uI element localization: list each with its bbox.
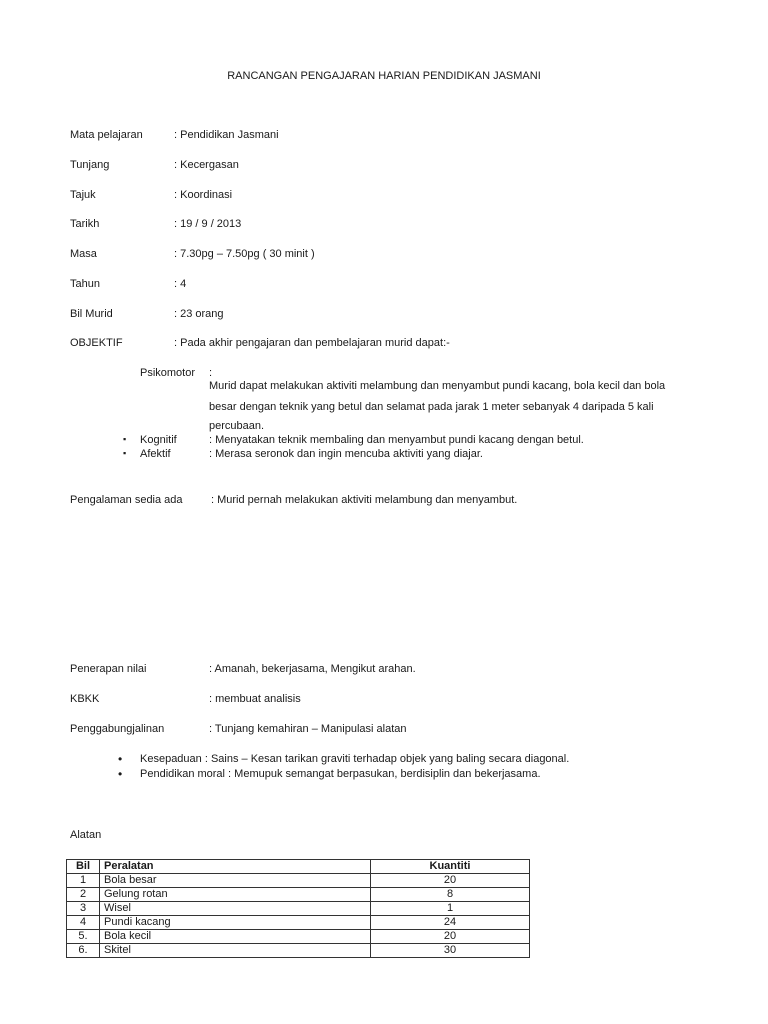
value-tahun: : 4 bbox=[174, 278, 187, 290]
cell-peralatan: Skitel bbox=[100, 944, 371, 958]
cell-bil: 5. bbox=[67, 930, 100, 944]
table-row bbox=[67, 944, 530, 958]
label-masa: Masa bbox=[70, 248, 97, 260]
table-header-row bbox=[67, 860, 530, 874]
table-row bbox=[67, 916, 530, 930]
value-kbkk: : membuat analisis bbox=[209, 693, 301, 705]
label-penerapan-nilai: Penerapan nilai bbox=[70, 663, 147, 675]
value-masa: : 7.30pg – 7.50pg ( 30 minit ) bbox=[174, 248, 315, 260]
bullet-icon: • bbox=[118, 752, 123, 766]
bullet-text-kesepaduan: Kesepaduan : Sains – Kesan tarikan graviti terhadap objek yang baling secara diagonal. bbox=[140, 753, 570, 765]
value-pengalaman: : Murid pernah melakukan aktiviti melambung dan menyambut. bbox=[211, 494, 518, 506]
value-objektif: : Pada akhir pengajaran dan pembelajaran murid dapat:- bbox=[174, 337, 450, 349]
cell-peralatan: Gelung rotan bbox=[100, 888, 371, 902]
cell-peralatan: Pundi kacang bbox=[100, 916, 371, 930]
label-psikomotor: Psikomotor bbox=[140, 367, 196, 379]
psikomotor-colon: : bbox=[209, 367, 213, 379]
label-afektif: Afektif bbox=[140, 448, 171, 460]
cell-peralatan: Bola besar bbox=[100, 874, 371, 888]
cell-bil: 4 bbox=[67, 916, 100, 930]
label-tahun: Tahun bbox=[70, 278, 100, 290]
value-penggabungjalinan: : Tunjang kemahiran – Manipulasi alatan bbox=[209, 723, 407, 735]
table-row bbox=[67, 930, 530, 944]
header-bil: Bil bbox=[67, 860, 100, 874]
bullet-text-pendidikan-moral: Pendidikan moral : Memupuk semangat berpasukan, berdisiplin dan bekerjasama. bbox=[140, 768, 541, 780]
label-objektif: OBJEKTIF bbox=[70, 337, 123, 349]
table-row bbox=[67, 888, 530, 902]
square-bullet-icon: ▪ bbox=[123, 448, 127, 458]
header-kuantiti: Kuantiti bbox=[371, 860, 530, 874]
bullet-icon: • bbox=[118, 767, 123, 781]
page-title: RANCANGAN PENGAJARAN HARIAN PENDIDIKAN JASMANI bbox=[227, 70, 541, 82]
label-mata-pelajaran: Mata pelajaran bbox=[70, 129, 143, 141]
label-penggabungjalinan: Penggabungjalinan bbox=[70, 723, 165, 735]
cell-kuantiti: 20 bbox=[371, 930, 530, 944]
value-afektif: : Merasa seronok dan ingin mencuba aktiviti yang diajar. bbox=[209, 448, 483, 460]
header-peralatan: Peralatan bbox=[100, 860, 371, 874]
cell-peralatan: Bola kecil bbox=[100, 930, 371, 944]
label-pengalaman: Pengalaman sedia ada bbox=[70, 494, 183, 506]
psikomotor-line-2: besar dengan teknik yang betul dan selamat pada jarak 1 meter sebanyak 4 daripada 5 kali bbox=[209, 401, 654, 413]
cell-kuantiti: 24 bbox=[371, 916, 530, 930]
cell-bil: 2 bbox=[67, 888, 100, 902]
value-tajuk: : Koordinasi bbox=[174, 189, 233, 201]
table-row bbox=[67, 902, 530, 916]
alatan-table bbox=[66, 859, 530, 958]
label-tajuk: Tajuk bbox=[70, 189, 96, 201]
label-tarikh: Tarikh bbox=[70, 218, 100, 230]
value-tunjang: : Kecergasan bbox=[174, 159, 239, 171]
value-mata-pelajaran: : Pendidikan Jasmani bbox=[174, 129, 279, 141]
psikomotor-line-1: Murid dapat melakukan aktiviti melambung dan menyambut pundi kacang, bola kecil dan bola bbox=[209, 380, 666, 392]
cell-bil: 3 bbox=[67, 902, 100, 916]
value-kognitif: : Menyatakan teknik membaling dan menyambut pundi kacang dengan betul. bbox=[209, 434, 584, 446]
alatan-heading: Alatan bbox=[70, 829, 102, 841]
cell-kuantiti: 20 bbox=[371, 874, 530, 888]
label-tunjang: Tunjang bbox=[70, 159, 110, 171]
cell-kuantiti: 1 bbox=[371, 902, 530, 916]
value-tarikh: : 19 / 9 / 2013 bbox=[174, 218, 242, 230]
label-bil-murid: Bil Murid bbox=[70, 308, 113, 320]
table-row bbox=[67, 874, 530, 888]
cell-kuantiti: 30 bbox=[371, 944, 530, 958]
cell-kuantiti: 8 bbox=[371, 888, 530, 902]
value-bil-murid: : 23 orang bbox=[174, 308, 224, 320]
cell-bil: 1 bbox=[67, 874, 100, 888]
label-kognitif: Kognitif bbox=[140, 434, 177, 446]
label-kbkk: KBKK bbox=[70, 693, 100, 705]
psikomotor-line-3: percubaan. bbox=[209, 420, 265, 432]
cell-bil: 6. bbox=[67, 944, 100, 958]
value-penerapan-nilai: : Amanah, bekerjasama, Mengikut arahan. bbox=[209, 663, 416, 675]
cell-peralatan: Wisel bbox=[100, 902, 371, 916]
square-bullet-icon: ▪ bbox=[123, 434, 127, 444]
